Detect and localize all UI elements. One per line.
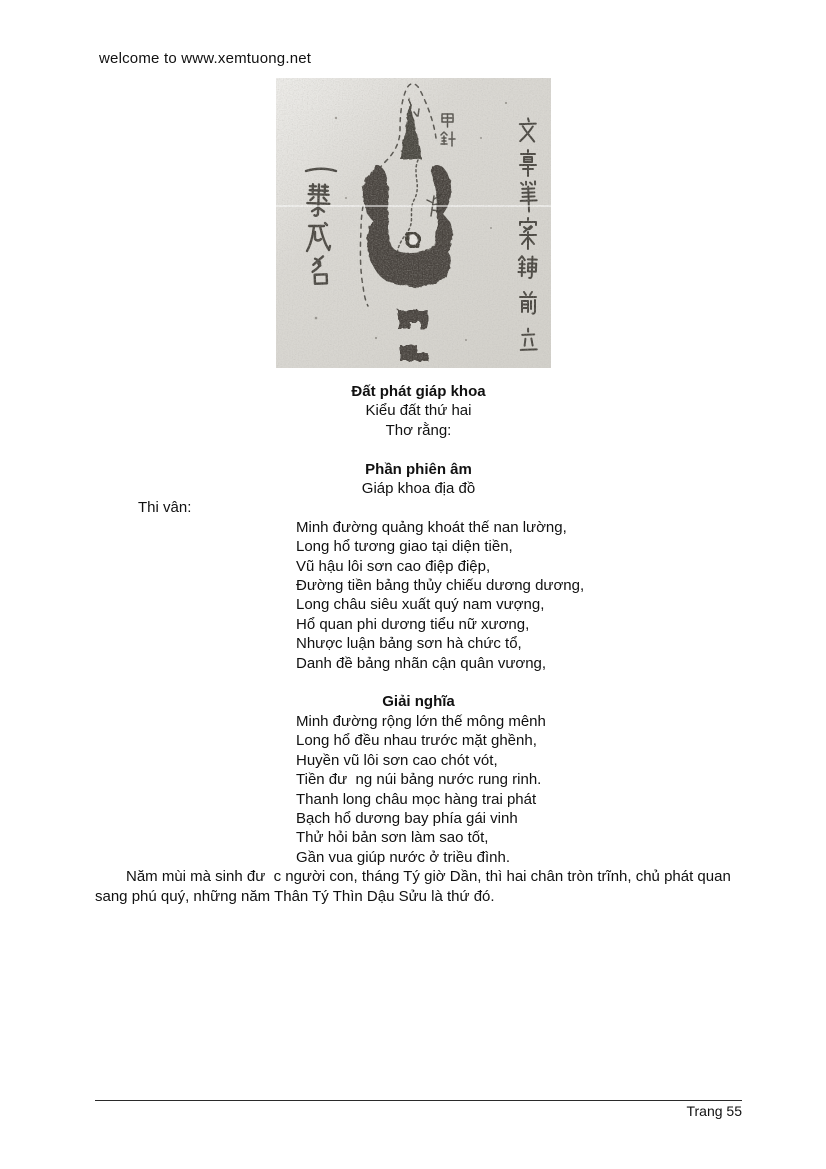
poem-line: Nhược luận bảng sơn hà chức tổ, [296, 635, 522, 653]
poem-line: Gần vua giúp nước ở triều đình. [296, 848, 510, 866]
poem-line: Long hổ đều nhau trước mặt ghềnh, [296, 732, 537, 750]
poem-line: Bạch hổ dương bay phía gái vinh [296, 809, 518, 827]
geomancy-diagram-scan [276, 78, 551, 368]
poem-line: Huyền vũ lôi sơn cao chót vót, [296, 751, 498, 769]
poem-line: Danh đề bảng nhãn cận quân vương, [296, 654, 547, 672]
closing-paragraph: Năm mùi mà sinh đư c người con, tháng Tý giờ Dần, thì hai chân tròn trĩnh, chủ phát quan sang phú quý, những năm Thân Tý Thìn Dậu Sửu là thứ đó. [95, 868, 735, 905]
poem-line: Minh đường rộng lớn thế mông mênh [296, 712, 546, 730]
poem-line: Thanh long châu mọc hàng trai phát [296, 790, 537, 808]
article-title: Đất phát giáp khoa [351, 383, 486, 400]
phien-am-subheading: Giáp khoa địa đồ [361, 480, 476, 498]
poem-line: Vũ hậu lôi sơn cao điệp điệp, [296, 557, 491, 575]
poem-line: Long hổ tương giao tại diện tiền, [296, 538, 513, 556]
poem-line: Thử hỏi bản sơn làm sao tốt, [296, 829, 489, 847]
article-subtitle: Kiểu đất thứ hai [365, 402, 472, 420]
phien-am-lead: Thi vân: [138, 499, 192, 517]
giai-nghia-heading: Giải nghĩa [382, 693, 455, 711]
poem-phien-am [95, 518, 742, 673]
blank-line [95, 673, 742, 692]
phien-am-heading: Phần phiên âm [365, 460, 472, 478]
poem-line: Minh đường quảng khoát thế nan lường, [296, 518, 567, 536]
article-intro: Thơ rằng: [385, 421, 452, 439]
footer-divider [95, 1100, 742, 1101]
page-number: Trang 55 [686, 1103, 742, 1119]
poem-line: Tiền đư ng núi bảng nước rung rinh. [296, 771, 542, 789]
site-header-text: welcome to www.xemtuong.net [99, 50, 312, 67]
blank-line [95, 440, 742, 459]
scan-svg [276, 78, 551, 368]
poem-line: Đường tiền bảng thủy chiếu dương dương, [296, 577, 585, 595]
poem-giai-nghia [95, 712, 742, 867]
article [95, 382, 742, 906]
poem-line: Hổ quan phi dương tiểu nữ xương, [296, 615, 530, 633]
poem-line: Long châu siêu xuất quý nam vượng, [296, 596, 545, 614]
scan-grain-texture [276, 78, 551, 368]
